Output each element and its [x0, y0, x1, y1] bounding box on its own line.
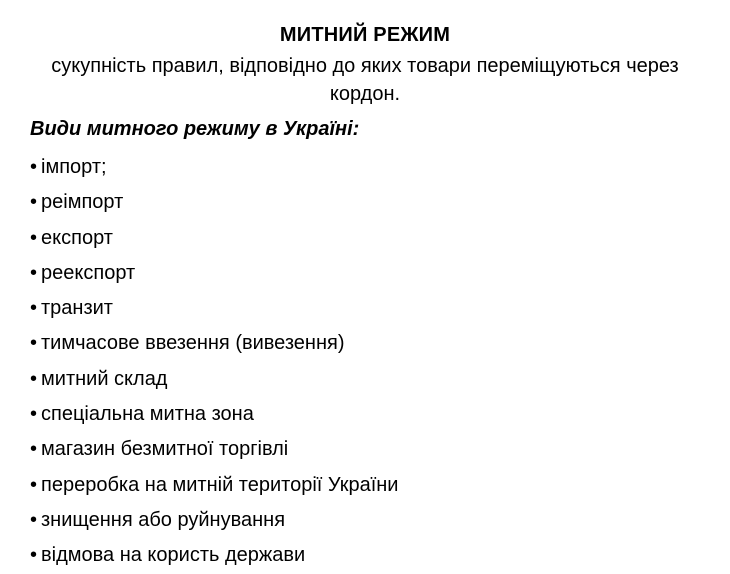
list-item-text: реімпорт [41, 191, 124, 214]
list-item [30, 185, 398, 220]
list-item [30, 291, 398, 326]
list-item-text: переробка на митній території України [41, 473, 399, 496]
list-item [30, 362, 398, 397]
bullet-icon: • [30, 438, 38, 461]
list-item [30, 221, 398, 256]
list-item-text: експорт [41, 226, 113, 249]
bullet-icon: • [30, 156, 38, 178]
slide-title: МИТНИЙ РЕЖИМ [279, 24, 451, 46]
bullet-icon: • [30, 473, 38, 496]
list-item [30, 432, 398, 467]
list-item-text: тимчасове ввезення (вивезення) [41, 332, 345, 355]
bullet-icon: • [30, 226, 38, 249]
list-item [30, 150, 398, 185]
list-item [30, 256, 398, 291]
list-item-text: реекспорт [41, 261, 136, 284]
list-item-text: транзит [41, 297, 113, 320]
list-item-text: спеціальна митна зона [41, 403, 254, 426]
list-item-text: митний склад [41, 367, 168, 390]
list-item [30, 538, 398, 573]
bullet-icon: • [30, 403, 38, 426]
list-item-text: магазин безмитної торгівлі [41, 438, 289, 461]
bullet-icon: • [30, 261, 38, 284]
bullet-icon: • [30, 297, 38, 320]
definition-text: сукупність правил, відповідно до яких товари переміщуються через кордон. [51, 55, 679, 105]
list-item [30, 397, 398, 432]
bullet-icon: • [30, 544, 38, 567]
bullet-icon: • [30, 191, 38, 214]
list-item [30, 468, 398, 503]
list-heading: Види митного режиму в Україні: [30, 118, 360, 140]
bullet-icon: • [30, 367, 38, 390]
list-item [30, 326, 398, 361]
list-item-text: імпорт; [41, 156, 107, 178]
bullet-icon: • [30, 332, 38, 355]
list-item-text: відмова на користь держави [41, 544, 306, 567]
list-item-text: знищення або руйнування [41, 508, 286, 531]
list-item [30, 503, 398, 538]
bullet-icon: • [30, 508, 38, 531]
customs-regime-list [30, 150, 398, 574]
